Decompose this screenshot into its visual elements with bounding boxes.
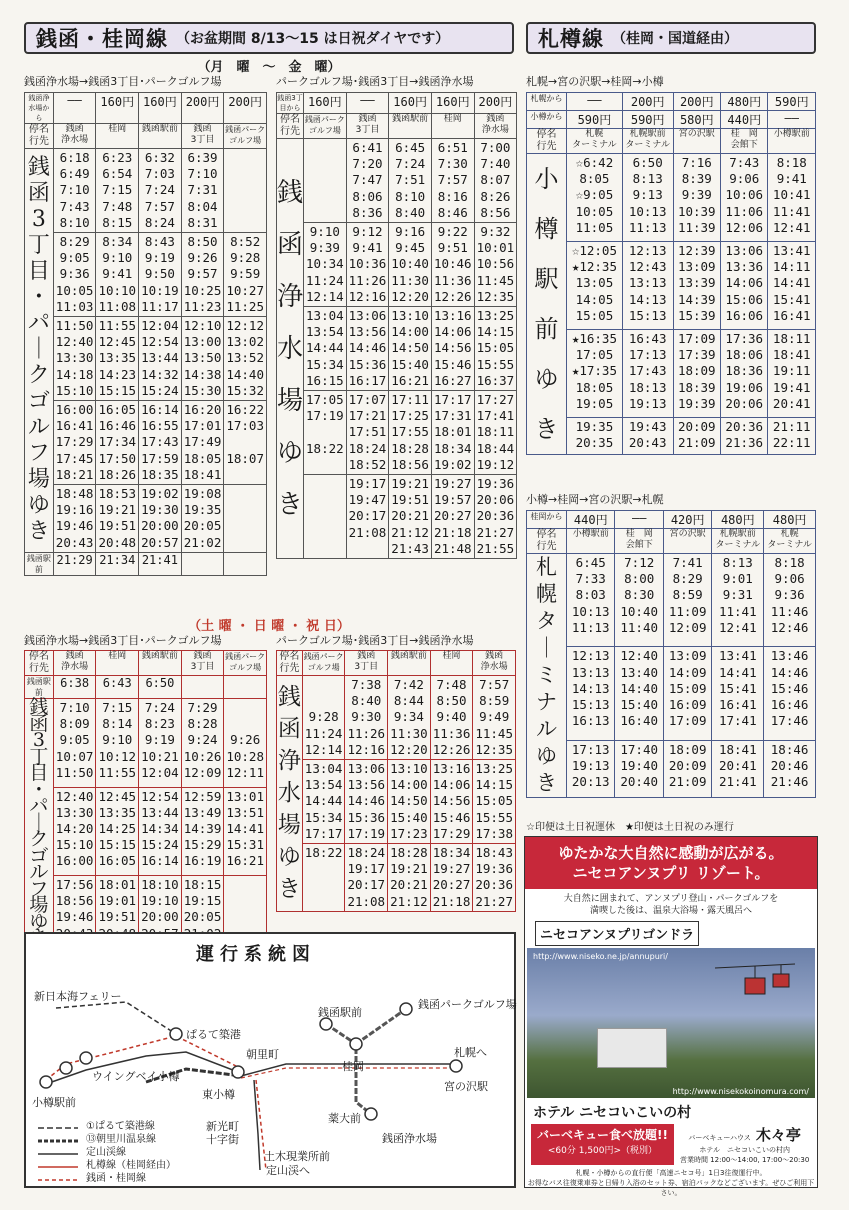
time-block: 9:16 9:45 10:40 11:30 12:20: [389, 223, 432, 307]
legend-item: 銭函・桂岡線: [86, 1173, 146, 1184]
stop-header: 銭函駅前: [139, 651, 182, 676]
time-block: 19:21 19:51 20:21 21:12 21:43: [389, 475, 432, 559]
stop-header: 銭函駅前: [389, 114, 432, 139]
time-block: [224, 149, 267, 233]
route-map: [24, 932, 516, 1188]
time-block: 12:13 13:13 14:13 15:13 16:13: [567, 647, 615, 740]
legend-item: 定山渓線: [86, 1147, 126, 1158]
ad-body: 大自然に囲まれて、アンヌプリ登山・パークゴルフを 満喫した後は、温泉大浴場・露天風呂へ: [563, 894, 779, 916]
foot-time: 21:29: [53, 552, 96, 575]
time-block: [304, 139, 347, 223]
fare-cell: 480円: [712, 511, 764, 529]
time-block: 17:09 17:39 18:09 18:39 19:39: [673, 329, 720, 417]
destination-vertical: 小 樽 駅 前 ゆ き: [527, 154, 567, 455]
time-block: 7:15 8:14 9:10 10:12 11:55: [96, 699, 139, 788]
time-block: 7:57 8:59 9:49 11:45 12:35: [473, 676, 516, 760]
fare-cell: ――: [615, 511, 663, 529]
time-block: 7:16 8:39 9:39 10:39 11:39: [673, 154, 720, 242]
fare-cell: ――: [567, 93, 623, 111]
weekday-label: （月 曜 ～ 金 曜）: [197, 60, 341, 75]
fare-cell: ――: [346, 93, 389, 114]
stop-header: 桂岡: [430, 651, 473, 676]
time-block: 13:10 14:00 14:50 15:40 17:23: [388, 760, 431, 844]
stop-header: 銭函 浄水場: [53, 124, 96, 149]
time-block: 12:54 13:44 14:34 15:24 16:14: [139, 787, 182, 876]
time-block: 13:16 14:06 14:56 15:46 17:29: [430, 760, 473, 844]
fare-label: 銭函3丁目から: [277, 94, 303, 112]
fare-cell: 590円: [622, 111, 673, 129]
time-block: 13:25 14:15 15:05 15:55 16:37: [474, 307, 517, 391]
time-block: 18:01 19:01 19:51: [96, 876, 139, 947]
time-block: 7:48 8:50 9:40 11:36 12:26: [430, 676, 473, 760]
fare-cell: 580円: [673, 111, 720, 129]
time-block: 16:20 17:01 17:49 18:05 18:41: [181, 401, 224, 485]
stop-header: 小樽駅前: [567, 529, 615, 554]
stop-header: 銭函 3丁目: [345, 651, 388, 676]
time-block: 13:06 13:36 14:06 15:06 16:06: [721, 241, 768, 329]
time-block: 7:29 8:28 9:24 10:26 12:09: [181, 699, 224, 788]
stop-header-corner: 停名 行先: [527, 529, 567, 554]
time-block: 9:26 10:28 12:11: [224, 699, 267, 788]
time-block: ★16:35 17:05 ★17:35 18:05 19:05: [567, 329, 623, 417]
map-label: 小樽駅前: [32, 1096, 76, 1109]
time-block: 6:45 7:24 7:51 8:10 8:40: [389, 139, 432, 223]
time-block: [224, 485, 267, 553]
stop-header: 桂岡: [96, 651, 139, 676]
time-block: 16:05 16:46 17:34 17:50 18:26: [96, 401, 139, 485]
first-time: 6:43: [96, 676, 139, 699]
time-block: 20:36 21:36: [721, 417, 768, 454]
legend-item: 札樽線（桂岡経由）: [86, 1160, 176, 1171]
time-block: 13:46 14:46 15:46 16:46 17:46: [764, 647, 816, 740]
weekday-outbound-table: [24, 92, 267, 576]
stop-header: 宮の沢駅: [673, 129, 720, 154]
time-block: 17:56 18:56 19:46: [53, 876, 96, 947]
time-block: 8:50 9:26 9:57 10:25 11:23: [181, 233, 224, 317]
time-block: 13:04 13:54 14:44 15:34 16:15: [304, 307, 347, 391]
first-time: [224, 676, 267, 699]
time-block: 7:12 8:00 8:30 10:40 11:40: [615, 554, 663, 647]
map-label: 宮の沢駅: [444, 1080, 488, 1093]
time-block: 9:10 9:39 10:34 11:24 12:14: [304, 223, 347, 307]
stop-header: 銭函 3丁目: [346, 114, 389, 139]
time-block: 17:17 17:31 18:01 18:34 19:02: [431, 391, 474, 475]
time-block: 18:46 20:46 21:46: [764, 740, 816, 797]
ho-out-route: 銭函浄水場→銭函3丁目･パークゴルフ場: [24, 634, 222, 647]
sapporo-line-note: （桂岡・国道経由）: [612, 31, 738, 47]
weekday-inbound-table: [276, 92, 517, 559]
time-block: 8:13 9:01 9:31 11:41 12:41: [712, 554, 764, 647]
map-label: 銭函パークゴルフ場: [418, 998, 517, 1011]
destination-vertical: 銭 函 3 丁 目 ・ パ ｜ ク ゴ ル フ 場 ゆ き: [25, 149, 54, 553]
stop-header-corner: 停名 行先: [25, 124, 54, 149]
time-block: 12:40 13:40 14:40 15:40 16:40: [615, 647, 663, 740]
fare-cell: 480円: [721, 93, 768, 111]
time-block: 18:09 20:09 21:09: [663, 740, 711, 797]
fare-label: 札幌から: [527, 93, 567, 111]
time-block: 6:18 6:49 7:10 7:43 8:10: [53, 149, 96, 233]
time-block: 7:42 8:44 9:34 11:30 12:20: [388, 676, 431, 760]
time-block: 8:34 9:10 9:41 10:10 11:08: [96, 233, 139, 317]
map-legend: [86, 1120, 176, 1185]
time-block: 7:41 8:29 8:59 11:09 12:09: [663, 554, 711, 647]
stop-header: 札幌駅前 ターミナル: [622, 129, 673, 154]
time-block: 9:22 9:51 10:46 11:36 12:26: [431, 223, 474, 307]
ad-headline: ゆたかな大自然に感動が広がる。 ニセコアンヌプリ リゾート。: [525, 837, 817, 889]
time-block: 9:32 10:01 10:56 11:45 12:35: [474, 223, 517, 307]
time-block: 18:41 20:41 21:41: [712, 740, 764, 797]
time-block: 18:24 19:17 20:17 21:08: [345, 844, 388, 912]
time-block: 13:16 14:06 14:56 15:46 16:27: [431, 307, 474, 391]
time-block: 9:12 9:41 10:36 11:26 12:16: [346, 223, 389, 307]
time-block: 13:06 13:56 14:46 15:36 16:17: [346, 307, 389, 391]
time-block: 6:32 7:03 7:24 7:57 8:24: [139, 149, 182, 233]
time-block: 17:40 19:40 20:40: [615, 740, 663, 797]
zenibako-line-title-box: [24, 22, 514, 54]
ad-bbq-badge: バーベキュー食べ放題!! <60分 1,500円>（税別）: [531, 1124, 674, 1165]
time-block: 6:45 7:33 8:03 10:13 11:13: [567, 554, 615, 647]
time-block: 13:04 13:54 14:44 15:34 17:17: [302, 760, 345, 844]
ad-hotel-name: ホテル ニセコいこいの村: [533, 1105, 692, 1121]
time-block: 18:10 19:10 20:00: [139, 876, 182, 947]
time-block: 6:23 6:54 7:15 7:48 8:15: [96, 149, 139, 233]
fare-cell: 160円: [431, 93, 474, 114]
time-block: 13:09 14:09 15:09 16:09 17:09: [663, 647, 711, 740]
map-label: 桂岡: [342, 1060, 364, 1073]
fare-cell: 160円: [304, 93, 347, 114]
stop-header: 銭函パーク ゴルフ場: [224, 124, 267, 149]
time-block: 13:01 13:51 14:41 15:31 16:21: [224, 787, 267, 876]
time-block: 19:08 19:35 20:05 21:02: [181, 485, 224, 553]
stop-header-corner: 停名 行先: [277, 114, 304, 139]
ad-photo: [527, 948, 815, 1098]
time-block: 18:48 19:16 19:46 20:43: [53, 485, 96, 553]
time-block: 9:28 11:24 12:14: [302, 676, 345, 760]
zenibako-line-title: 銭函・桂岡線: [36, 27, 168, 51]
time-block: 12:04 12:54 13:44 14:32 15:24: [139, 317, 182, 401]
time-block: 18:43 19:36 20:36 21:27: [473, 844, 516, 912]
time-block: [304, 475, 347, 559]
fare-label: 桂岡から: [527, 511, 567, 529]
time-block: 13:41 14:11 14:41 15:41 16:41: [768, 241, 816, 329]
time-block: 8:52 9:28 9:59 10:27 11:25: [224, 233, 267, 317]
time-block: 19:36 20:06 20:36 21:27 21:55: [474, 475, 517, 559]
time-block: 13:06 13:56 14:46 15:36 17:19: [345, 760, 388, 844]
sapporo-down-table: [526, 510, 816, 798]
time-block: 6:39 7:10 7:31 8:04 8:31: [181, 149, 224, 233]
time-block: 8:18 9:06 9:36 11:46 12:46: [764, 554, 816, 647]
fare-cell: 440円: [567, 511, 615, 529]
map-label: ウイングベイ小樽: [92, 1070, 180, 1083]
stop-header-corner: 停名 行先: [277, 651, 303, 676]
fare-cell: 160円: [139, 93, 182, 124]
time-block: 8:18 9:41 10:41 11:41 12:41: [768, 154, 816, 242]
fare-label: 小樽から: [527, 111, 567, 129]
time-block: 19:35 20:35: [567, 417, 623, 454]
map-label: 朝里町: [246, 1048, 279, 1061]
time-block: 7:10 8:09 9:05 10:07 11:50: [53, 699, 96, 788]
time-block: 12:40 13:30 14:20 15:10 16:00: [53, 787, 96, 876]
wk-out-route: 銭函浄水場→銭函3丁目･パークゴルフ場: [24, 75, 222, 88]
sap-down-route: 小樽→桂岡→宮の沢駅→札幌: [526, 493, 664, 506]
time-block: 17:27 17:41 18:11 18:44 19:12: [474, 391, 517, 475]
time-block: 12:39 13:09 13:39 14:39 15:39: [673, 241, 720, 329]
map-label: 新日本海フェリー: [34, 990, 122, 1003]
first-time: 6:50: [139, 676, 182, 699]
time-block: 8:29 9:05 9:36 10:05 11:03: [53, 233, 96, 317]
time-block: 19:27 19:57 20:27 21:18 21:48: [431, 475, 474, 559]
stop-header: 銭函駅前: [139, 124, 182, 149]
map-label: 銭函駅前: [318, 1006, 362, 1019]
destination-vertical: 札 幌 タ ｜ ミ ナ ル ゆ き: [527, 554, 567, 798]
time-block: 18:22: [302, 844, 345, 912]
ad-url-1: http://www.niseko.ne.jp/annupuri/: [533, 952, 668, 961]
fare-cell: ――: [768, 111, 816, 129]
time-block: 20:09 21:09: [673, 417, 720, 454]
time-block: 16:00 16:41 17:29 17:45 18:21: [53, 401, 96, 485]
hotel-building: [597, 1028, 667, 1068]
time-block: 8:43 9:19 9:50 10:19 11:17: [139, 233, 182, 317]
time-block: 11:55 12:45 13:35 14:23 15:15: [96, 317, 139, 401]
fare-cell: 160円: [389, 93, 432, 114]
foot-time: [181, 552, 224, 575]
stop-header: 札幌駅前 ターミナル: [712, 529, 764, 554]
time-block: 7:43 9:06 10:06 11:06 12:06: [721, 154, 768, 242]
niseko-advertisement: [524, 836, 818, 1197]
map-label: 銭函浄水場: [382, 1132, 437, 1145]
time-block: 12:59 13:49 14:39 15:29 16:19: [181, 787, 224, 876]
time-block: 17:11 17:25 17:55 18:28 18:56: [389, 391, 432, 475]
time-block: 17:13 19:13 20:13: [567, 740, 615, 797]
foot-time: 21:41: [139, 552, 182, 575]
time-block: 7:24 8:23 9:19 10:21 12:04: [139, 699, 182, 788]
first-label: 銭函駅前: [25, 676, 54, 699]
foot-time: 21:34: [96, 552, 139, 575]
fare-cell: 200円: [474, 93, 517, 114]
destination-vertical: 銭 函 3 丁 目 ・ パ ｜ ク ゴ ル フ 場 ゆ: [25, 699, 54, 948]
stop-header: 銭函パーク ゴルフ場: [224, 651, 267, 676]
time-block: 12:10 13:00 13:50 14:38 15:30: [181, 317, 224, 401]
stop-header: 桂 岡 会館下: [721, 129, 768, 154]
stop-header: 桂岡: [431, 114, 474, 139]
holiday-inbound-table: [276, 650, 516, 912]
zenibako-line-note: （お盆期間 8/13～15 は日祝ダイヤです）: [176, 31, 450, 47]
sapporo-line-title-box: [526, 22, 816, 54]
time-block: 12:45 13:35 14:25 15:15 16:05: [96, 787, 139, 876]
fare-cell: 420円: [663, 511, 711, 529]
map-label: 東小樽: [202, 1088, 235, 1101]
sapporo-line-title: 札樽線: [538, 27, 604, 51]
time-block: 16:22 17:03 18:07: [224, 401, 267, 485]
stop-header: 銭函 浄水場: [474, 114, 517, 139]
holiday-label: （土 曜 ・ 日 曜 ・ 祝 日）: [188, 619, 350, 634]
map-label: 薬大前: [328, 1112, 361, 1125]
stop-header: 銭函 3丁目: [181, 124, 224, 149]
ad-gondola-label: ニセコアンヌプリゴンドラ: [535, 921, 699, 946]
stop-header: 宮の沢駅: [663, 529, 711, 554]
fare-cell: 480円: [764, 511, 816, 529]
time-block: 17:36 18:06 18:36 19:06 20:06: [721, 329, 768, 417]
time-block: 13:25 14:15 15:05 15:55 17:38: [473, 760, 516, 844]
stop-header: 銭函 3丁目: [181, 651, 224, 676]
legend-item: ①ぱるて築港線: [86, 1121, 155, 1132]
stop-header: 銭函パーク ゴルフ場: [302, 651, 345, 676]
time-block: 17:05 17:19 18:22: [304, 391, 347, 475]
time-block: 7:00 7:40 8:07 8:26 8:56: [474, 139, 517, 223]
time-block: ☆12:05 ★12:35 13:05 14:05 15:05: [567, 241, 623, 329]
time-block: 18:28 19:21 20:21 21:12: [388, 844, 431, 912]
time-block: 21:11 22:11: [768, 417, 816, 454]
fare-cell: 160円: [96, 93, 139, 124]
ad-bbq-house: バーベキューハウス 木々亭 ホテル ニセコいこいの村内 営業時間 12:00～14:00, 17:00～20:30: [679, 1126, 810, 1164]
time-block: 12:13 12:43 13:13 14:13 15:13: [622, 241, 673, 329]
time-block: 6:41 7:20 7:47 8:06 8:36: [346, 139, 389, 223]
map-label: ぱるて築港: [186, 1028, 241, 1041]
time-block: 11:50 12:40 13:30 14:18 15:10: [53, 317, 96, 401]
stop-header-corner: 停名 行先: [25, 651, 54, 676]
fare-cell: 200円: [181, 93, 224, 124]
time-block: 13:41 14:41 15:41 16:41 17:41: [712, 647, 764, 740]
ho-in-route: パークゴルフ場･銭函3丁目→銭函浄水場: [276, 634, 474, 647]
sapporo-up-table: [526, 92, 816, 455]
wk-in-route: パークゴルフ場･銭函3丁目→銭函浄水場: [276, 75, 474, 88]
foot-time: [224, 552, 267, 575]
time-block: 16:14 16:55 17:43 17:59 18:35: [139, 401, 182, 485]
time-block: 18:15 19:15 20:05: [181, 876, 224, 947]
first-time: [181, 676, 224, 699]
time-block: ☆6:42 8:05 ☆9:05 10:05 11:05: [567, 154, 623, 242]
holiday-outbound-table: [24, 650, 267, 948]
route-map-title: 運行系統図: [196, 944, 316, 965]
gondola-icon: [715, 960, 795, 1020]
time-block: 18:34 19:27 20:27 21:18: [430, 844, 473, 912]
time-block: 18:11 18:41 19:11 19:41 20:41: [768, 329, 816, 417]
stop-header: 桂 岡 会館下: [615, 529, 663, 554]
stop-header: 銭函 浄水場: [473, 651, 516, 676]
time-block: 6:50 8:13 9:13 10:13 11:13: [622, 154, 673, 242]
fare-cell: 590円: [567, 111, 623, 129]
map-label: 土木現業所前: [264, 1150, 330, 1163]
stop-header: 桂岡: [96, 124, 139, 149]
stop-header: 銭函 浄水場: [53, 651, 96, 676]
destination-vertical: 銭 函 浄 水 場 ゆ き: [277, 676, 303, 912]
time-block: 19:43 20:43: [622, 417, 673, 454]
stop-header: 銭函パーク ゴルフ場: [304, 114, 347, 139]
stop-header: 小樽駅前: [768, 129, 816, 154]
fare-cell: 590円: [768, 93, 816, 111]
fare-cell: 200円: [622, 93, 673, 111]
stop-header: 銭函駅前: [388, 651, 431, 676]
first-time: 6:38: [53, 676, 96, 699]
time-block: 16:43 17:13 17:43 18:13 19:13: [622, 329, 673, 417]
time-block: 19:02 19:30 20:00 20:57: [139, 485, 182, 553]
ad-footer: 札幌・小樽からの直行便「高速ニセコ号」1日3往復運行中。 お得なバス往復乗車券と日帰り入浴のセット券、宿泊パックなどございます。ぜひご利用下さい。: [527, 1169, 815, 1197]
time-block: 6:51 7:30 7:57 8:16 8:46: [431, 139, 474, 223]
time-block: 17:07 17:21 17:51 18:24 18:52: [346, 391, 389, 475]
destination-vertical: 銭 函 浄 水 場 ゆ き: [277, 139, 304, 559]
stop-header: 札幌 ターミナル: [567, 129, 623, 154]
stop-header: 札幌 ターミナル: [764, 529, 816, 554]
fare-cell: 200円: [673, 93, 720, 111]
fare-cell: 200円: [224, 93, 267, 124]
sap-up-route: 札幌→宮の沢駅→桂岡→小樽: [526, 75, 664, 88]
map-label: 定山渓へ: [266, 1164, 310, 1177]
time-block: 12:12 13:02 13:52 14:40 15:32: [224, 317, 267, 401]
time-block: 19:17 19:47 20:17 21:08: [346, 475, 389, 559]
fare-cell: 440円: [721, 111, 768, 129]
time-block: 18:53 19:21 19:51 20:48: [96, 485, 139, 553]
service-notes: ☆印便は土日祝運休 ★印便は土日祝のみ運行: [526, 822, 734, 833]
map-label: 新光町 十字街: [206, 1120, 239, 1146]
stop-header-corner: 停名 行先: [527, 129, 567, 154]
foot-label: 銭函駅前: [25, 552, 54, 575]
time-block: 7:38 8:40 9:30 11:26 12:16: [345, 676, 388, 760]
legend-item: ⑬朝里川温泉線: [86, 1134, 156, 1145]
ad-url-2: http://www.nisekokoinomura.com/: [672, 1087, 809, 1096]
time-block: 13:10 14:00 14:50 15:40 16:21: [389, 307, 432, 391]
map-label: 札幌へ: [454, 1046, 487, 1059]
fare-label: 銭函浄水場から: [25, 93, 54, 124]
fare-cell: ――: [53, 93, 96, 124]
ad-bbq-row: [525, 1124, 817, 1165]
